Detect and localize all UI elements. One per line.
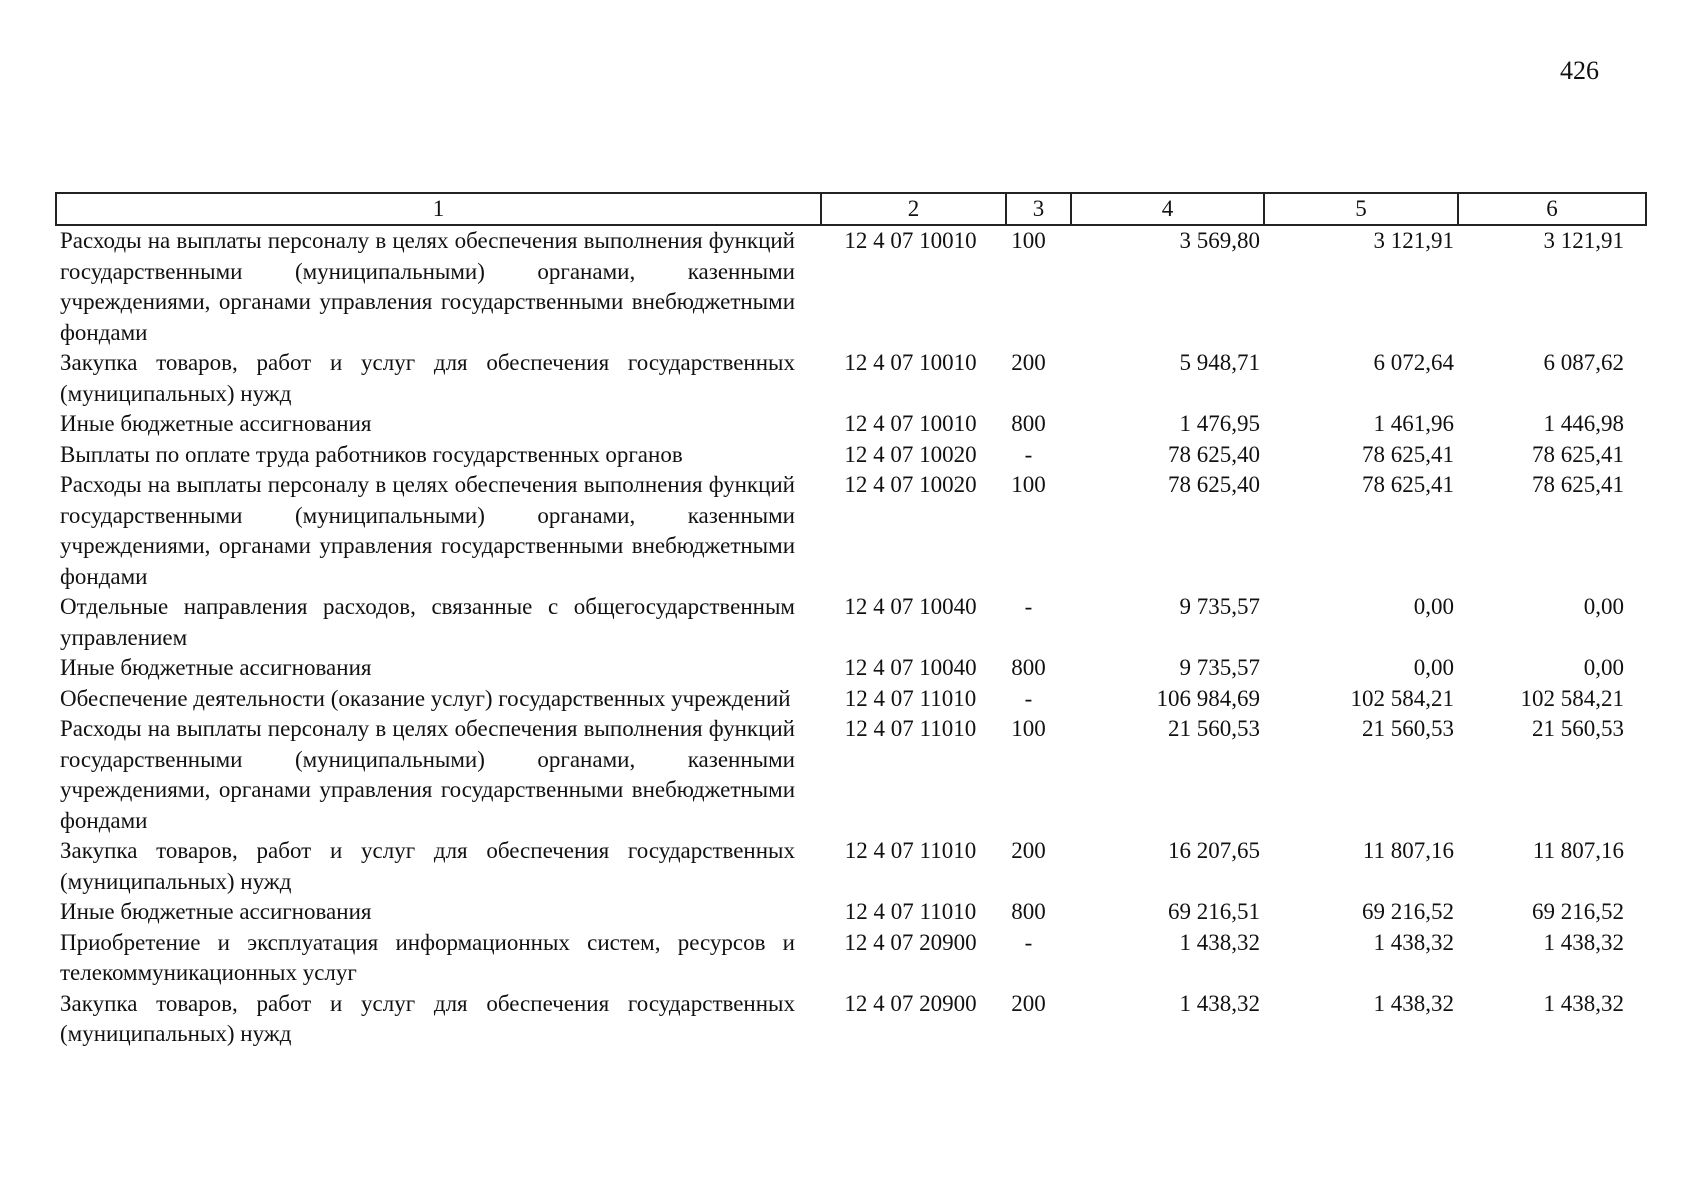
expense-kind-code: 200 <box>1011 990 1046 1016</box>
header-col-6: 6 <box>1458 193 1646 225</box>
table-body <box>56 225 1646 1050</box>
amount-col-5: 6 072,64 <box>1373 350 1454 375</box>
header-row <box>56 193 1646 225</box>
expense-name: Закупка товаров, работ и услуг для обеспечения государственных (муниципальных) нужд <box>60 838 795 894</box>
amount-col-4: 1 476,95 <box>1179 411 1260 436</box>
amount-col-6: 78 625,41 <box>1532 472 1624 497</box>
expense-name: Расходы на выплаты персоналу в целях обеспечения выполнения функций государственными (муниципальными) органами, казенными учреждениями, органами управления государственными внебюджетными фондами <box>60 228 795 345</box>
expense-kind-code: - <box>1024 929 1033 955</box>
expense-kind-code: 100 <box>1011 228 1046 253</box>
amount-col-5: 11 807,16 <box>1362 838 1454 863</box>
table-row <box>56 684 1646 715</box>
target-article-code: 12 4 07 10020 <box>844 441 977 467</box>
amount-col-4: 78 625,40 <box>1168 472 1260 497</box>
target-article-code: 12 4 07 10040 <box>844 655 977 680</box>
header-col-3: 3 <box>1006 193 1071 225</box>
table-row <box>56 836 1646 897</box>
amount-col-5: 78 625,41 <box>1362 441 1454 467</box>
amount-col-6: 78 625,41 <box>1532 441 1624 467</box>
amount-col-5: 78 625,41 <box>1362 472 1454 497</box>
amount-col-6: 6 087,62 <box>1543 350 1624 375</box>
page-number: 426 <box>1560 56 1599 85</box>
amount-col-4: 1 438,32 <box>1179 990 1260 1016</box>
expense-kind-code: 100 <box>1011 472 1046 497</box>
amount-col-5: 0,00 <box>1413 594 1454 619</box>
expense-kind-code: - <box>1024 594 1033 619</box>
expense-name: Иные бюджетные ассигнования <box>60 411 372 436</box>
table-row <box>56 928 1646 989</box>
expense-kind-code: 200 <box>1011 350 1046 375</box>
target-article-code: 12 4 07 10040 <box>844 594 977 619</box>
table-row <box>56 409 1646 440</box>
expense-name: Закупка товаров, работ и услуг для обеспечения государственных (муниципальных) нужд <box>60 350 795 406</box>
amount-col-4: 78 625,40 <box>1168 441 1260 467</box>
amount-col-6: 0,00 <box>1583 655 1624 680</box>
table-row <box>56 348 1646 409</box>
target-article-code: 12 4 07 10010 <box>844 411 977 436</box>
expense-kind-code: - <box>1024 441 1033 467</box>
amount-col-5: 1 438,32 <box>1373 929 1454 955</box>
budget-table <box>55 192 1647 1050</box>
amount-col-5: 3 121,91 <box>1373 228 1454 253</box>
table-row <box>56 989 1646 1050</box>
table-row <box>56 897 1646 928</box>
expense-name: Обеспечение деятельности (оказание услуг) государственных учреждений <box>60 685 791 711</box>
amount-col-5: 1 461,96 <box>1373 411 1454 436</box>
target-article-code: 12 4 07 11010 <box>844 716 977 741</box>
target-article-code: 12 4 07 20900 <box>844 929 977 955</box>
amount-col-4: 106 984,69 <box>1156 685 1260 711</box>
amount-col-4: 3 569,80 <box>1179 228 1260 253</box>
header-col-2: 2 <box>821 193 1006 225</box>
expense-kind-code: 800 <box>1011 411 1046 436</box>
table-row <box>56 714 1646 836</box>
amount-col-6: 69 216,52 <box>1532 899 1624 924</box>
table-row <box>56 440 1646 471</box>
expense-kind-code: 800 <box>1011 899 1046 924</box>
expense-kind-code: 800 <box>1011 655 1046 680</box>
amount-col-5: 0,00 <box>1413 655 1454 680</box>
expense-kind-code: 100 <box>1011 716 1046 741</box>
target-article-code: 12 4 07 20900 <box>844 990 977 1016</box>
table-row <box>56 225 1646 348</box>
header-col-5: 5 <box>1264 193 1458 225</box>
expense-name: Иные бюджетные ассигнования <box>60 899 372 924</box>
expense-name: Приобретение и эксплуатация информационных систем, ресурсов и телекоммуникационных услуг <box>60 929 795 985</box>
expense-kind-code: - <box>1024 685 1033 711</box>
expense-name: Выплаты по оплате труда работников государственных органов <box>60 441 683 467</box>
target-article-code: 12 4 07 10020 <box>844 472 977 497</box>
amount-col-6: 1 446,98 <box>1543 411 1624 436</box>
amount-col-4: 16 207,65 <box>1168 838 1260 863</box>
amount-col-6: 0,00 <box>1583 594 1624 619</box>
table-header <box>56 193 1646 225</box>
amount-col-6: 11 807,16 <box>1532 838 1624 863</box>
header-col-4: 4 <box>1071 193 1264 225</box>
amount-col-4: 9 735,57 <box>1179 594 1260 619</box>
target-article-code: 12 4 07 11010 <box>844 899 977 924</box>
target-article-code: 12 4 07 11010 <box>844 838 977 863</box>
expense-name: Иные бюджетные ассигнования <box>60 655 372 680</box>
amount-col-6: 21 560,53 <box>1532 716 1624 741</box>
amount-col-6: 102 584,21 <box>1520 685 1624 711</box>
amount-col-4: 5 948,71 <box>1179 350 1260 375</box>
amount-col-5: 102 584,21 <box>1350 685 1454 711</box>
expense-name: Закупка товаров, работ и услуг для обеспечения государственных (муниципальных) нужд <box>60 990 795 1046</box>
amount-col-4: 69 216,51 <box>1168 899 1260 924</box>
amount-col-6: 1 438,32 <box>1543 929 1624 955</box>
amount-col-6: 1 438,32 <box>1543 990 1624 1016</box>
amount-col-4: 9 735,57 <box>1179 655 1260 680</box>
amount-col-5: 69 216,52 <box>1362 899 1454 924</box>
header-col-1: 1 <box>56 193 821 225</box>
table-row <box>56 653 1646 684</box>
amount-col-5: 21 560,53 <box>1362 716 1454 741</box>
target-article-code: 12 4 07 10010 <box>844 350 977 375</box>
expense-name: Отдельные направления расходов, связанные с общегосударственным управлением <box>60 594 795 650</box>
expense-kind-code: 200 <box>1011 838 1046 863</box>
table-row <box>56 592 1646 653</box>
amount-col-6: 3 121,91 <box>1543 228 1624 253</box>
amount-col-4: 1 438,32 <box>1179 929 1260 955</box>
amount-col-5: 1 438,32 <box>1373 990 1454 1016</box>
expense-name: Расходы на выплаты персоналу в целях обеспечения выполнения функций государственными (муниципальными) органами, казенными учреждениями, органами управления государственными внебюджетными фондами <box>60 472 795 589</box>
expense-name: Расходы на выплаты персоналу в целях обеспечения выполнения функций государственными (муниципальными) органами, казенными учреждениями, органами управления государственными внебюджетными фондами <box>60 716 795 833</box>
table-row <box>56 470 1646 592</box>
target-article-code: 12 4 07 11010 <box>844 685 977 711</box>
target-article-code: 12 4 07 10010 <box>844 228 977 253</box>
amount-col-4: 21 560,53 <box>1168 716 1260 741</box>
